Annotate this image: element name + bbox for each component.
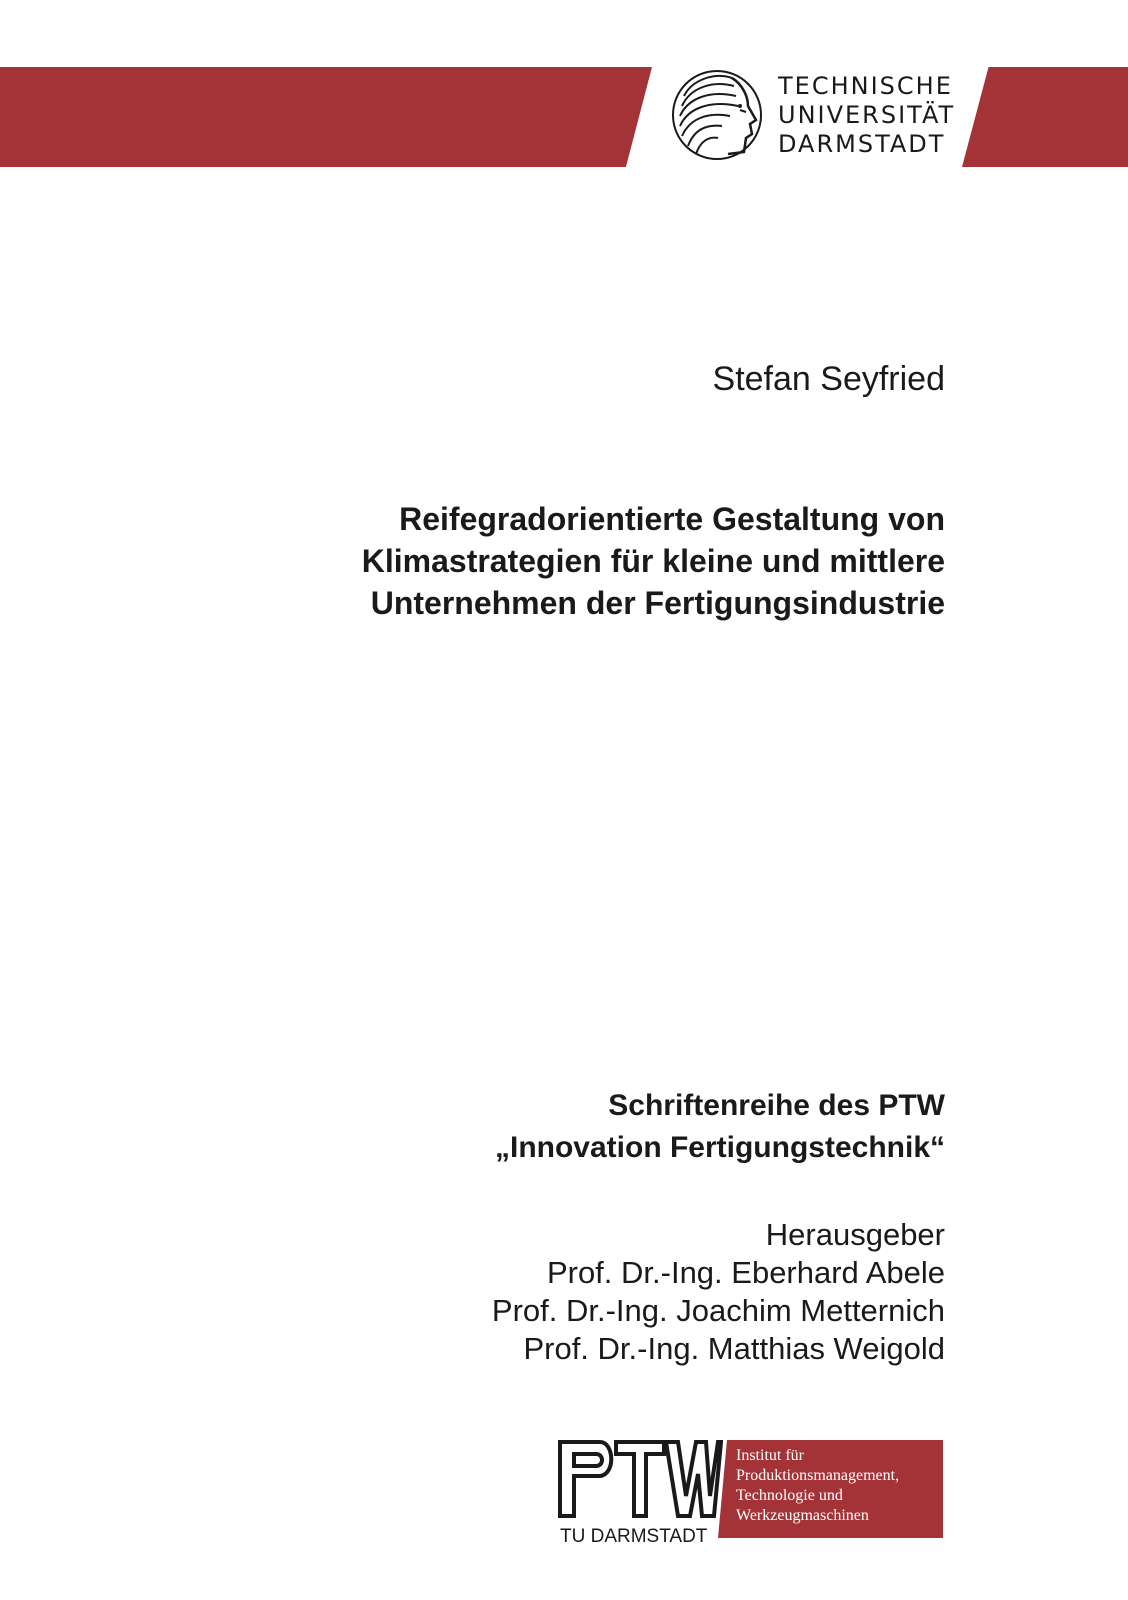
athena-seal-icon <box>670 62 766 168</box>
editors-heading: Herausgeber <box>765 1217 945 1252</box>
ptw-logo-subtitle: TU DARMSTADT <box>560 1526 708 1547</box>
university-name-line: DARMSTADT <box>778 130 946 158</box>
editors-block <box>492 1216 945 1368</box>
university-name <box>778 72 955 159</box>
editor-name: Prof. Dr.-Ing. Matthias Weigold <box>523 1331 945 1366</box>
header-band-right <box>962 67 1128 167</box>
series-line: Schriftenreihe des PTW <box>608 1089 945 1122</box>
university-name-line: TECHNISCHE <box>778 72 953 100</box>
title-line: Klimastrategien für kleine und mittlere <box>361 543 945 579</box>
header-band-left <box>0 67 652 167</box>
author-name: Stefan Seyfried <box>712 360 945 398</box>
institute-name-line: Technologie und <box>736 1487 843 1504</box>
title-line: Unternehmen der Fertigungsindustrie <box>370 585 945 621</box>
series-title <box>495 1085 945 1169</box>
institute-logo-block <box>558 1438 945 1547</box>
title-line: Reifegradorientierte Gestaltung von <box>399 501 945 537</box>
institute-name <box>736 1446 899 1526</box>
institute-name-line: Werkzeugmaschinen <box>736 1507 869 1524</box>
editor-name: Prof. Dr.-Ing. Joachim Metternich <box>491 1293 945 1328</box>
institute-name-line: Institut für <box>736 1447 804 1464</box>
institute-name-line: Produktionsmanagement, <box>736 1467 900 1484</box>
book-title <box>362 498 945 624</box>
series-line: „Innovation Fertigungstechnik“ <box>494 1131 945 1164</box>
editor-name: Prof. Dr.-Ing. Eberhard Abele <box>546 1255 945 1290</box>
ptw-logo-icon <box>558 1438 723 1548</box>
university-name-line: UNIVERSITÄT <box>778 101 956 129</box>
